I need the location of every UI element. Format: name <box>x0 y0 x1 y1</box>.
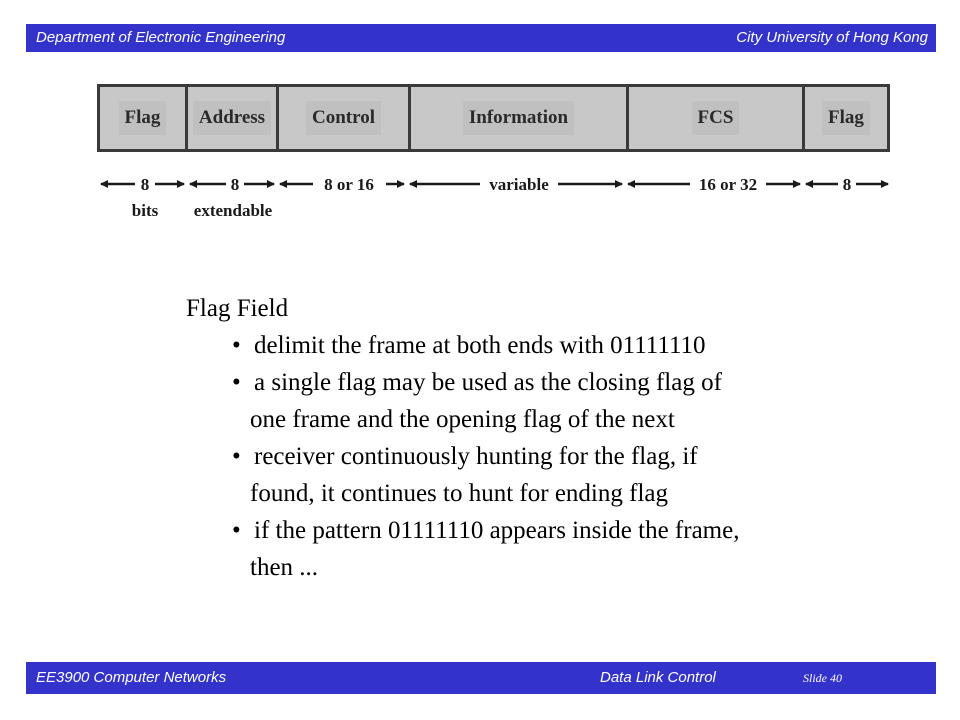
size-label: 8 <box>140 175 150 194</box>
field-control <box>279 87 411 149</box>
bullet-text-continued: found, it continues to hunt for ending flag <box>250 480 668 507</box>
bullet-item <box>232 512 739 586</box>
course-name: EE3900 Computer Networks <box>36 669 227 686</box>
section-heading: Flag Field <box>186 295 289 322</box>
field-size-arrows <box>0 168 960 228</box>
field-flag-end <box>805 87 887 149</box>
bullet-dot: • <box>232 443 241 470</box>
footer-bar <box>26 662 936 694</box>
size-label: 8 or 16 <box>324 175 374 194</box>
bullet-item <box>232 327 739 364</box>
bits-label: bits <box>131 201 159 220</box>
bullet-text: receiver continuously hunting for the flag, if <box>254 443 698 470</box>
slide-number: Slide 40 <box>803 671 842 685</box>
size-label: 8 <box>230 175 240 194</box>
field-label: Flag <box>119 101 167 135</box>
bullet-dot: • <box>232 369 241 396</box>
size-label: variable <box>489 175 549 194</box>
bullet-text-continued: then ... <box>250 554 319 581</box>
field-label: Address <box>193 101 271 135</box>
bullet-text: a single flag may be used as the closing flag of <box>254 369 722 396</box>
hdlc-frame-diagram <box>97 84 890 152</box>
bullet-text: delimit the frame at both ends with 01111110 <box>254 332 706 359</box>
bullet-text: if the pattern 01111110 appears inside the frame, <box>254 517 740 544</box>
header-bar <box>26 24 936 52</box>
topic-name: Data Link Control <box>600 669 716 686</box>
field-address <box>188 87 279 149</box>
bullet-dot: • <box>232 517 241 544</box>
department-name: Department of Electronic Engineering <box>36 29 286 46</box>
slide-body <box>186 290 739 586</box>
field-label: Control <box>306 101 381 135</box>
size-label: 8 <box>842 175 852 194</box>
bullet-item <box>232 438 739 512</box>
field-information <box>411 87 629 149</box>
field-flag-start <box>100 87 188 149</box>
field-label: Flag <box>822 101 870 135</box>
bullet-text-continued: one frame and the opening flag of the next <box>250 406 675 433</box>
size-label: 16 or 32 <box>698 175 758 194</box>
university-name: City University of Hong Kong <box>736 29 928 46</box>
field-fcs <box>629 87 805 149</box>
bullet-dot: • <box>232 332 241 359</box>
field-label: Information <box>463 101 574 135</box>
bullet-item <box>232 364 739 438</box>
field-label: FCS <box>692 101 740 135</box>
extendable-label: extendable <box>193 201 273 220</box>
